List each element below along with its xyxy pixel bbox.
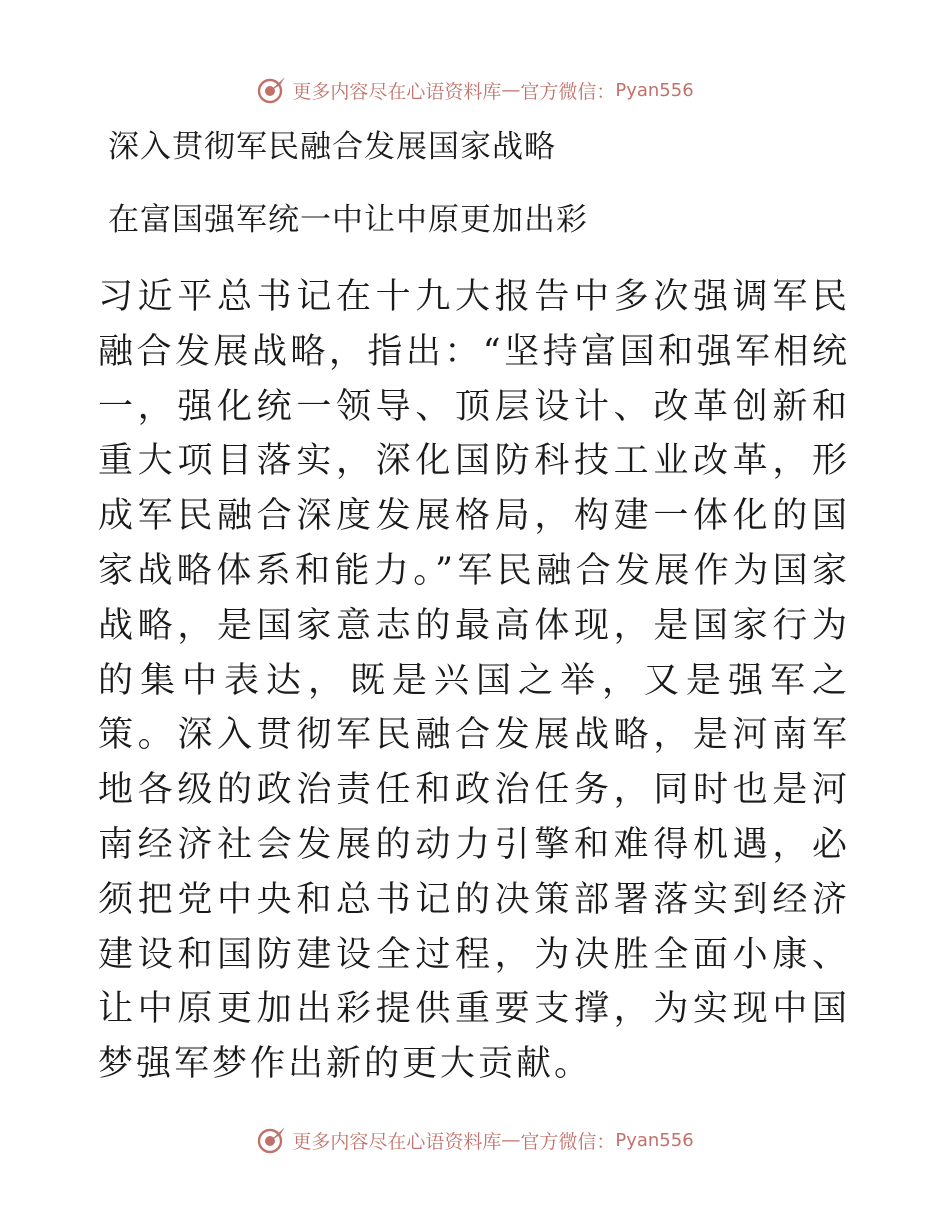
document-title-line-1: 深入贯彻军民融合发展国家战略 — [108, 129, 556, 165]
watermark-dash: — — [501, 1129, 521, 1151]
document-body-paragraph: 习近平总书记在十九大报告中多次强调军民融合发展战略，指出：“坚持富国和强军相统一，强化统一领导、顶层设计、改革创新和重大项目落实，深化国防科技工业改革，形成军民融合深度发展格局，构建一体化的国家战略体系和能力。”军民融合发展作为国家战略，是国家意志的最高体现，是国家行为的集中表达，既是兴国之举，又是强军之策。深入贯彻军民融合发展战略，是河南军地各级的政治责任和政治任务，同时也是河南经济社会发展的动力引擎和难得机遇，必须把党中央和总书记的决策部署落实到经济建设和国防建设全过程，为决胜全面小康、让中原更加出彩提供重要支撑，为实现中国梦强军梦作出新的更大贡献。 — [98, 277, 850, 1085]
document-title-line-2: 在富国强军统一中让中原更加出彩 — [108, 202, 588, 238]
feather-pen-circle-icon — [256, 1124, 288, 1156]
watermark-promo-text: 更多内容尽在心语资料库 — [292, 80, 502, 103]
watermark-official-label: 官方微信： — [520, 80, 616, 103]
watermark-dash: — — [501, 79, 521, 101]
feather-pen-circle-icon — [256, 74, 288, 106]
watermark-wechat-handle: Pyan556 — [615, 79, 694, 101]
header-watermark — [0, 70, 950, 110]
watermark-promo-text: 更多内容尽在心语资料库 — [292, 1130, 502, 1153]
footer-watermark — [0, 1120, 950, 1160]
watermark-official-label: 官方微信： — [520, 1130, 616, 1153]
watermark-wechat-handle: Pyan556 — [615, 1129, 694, 1151]
